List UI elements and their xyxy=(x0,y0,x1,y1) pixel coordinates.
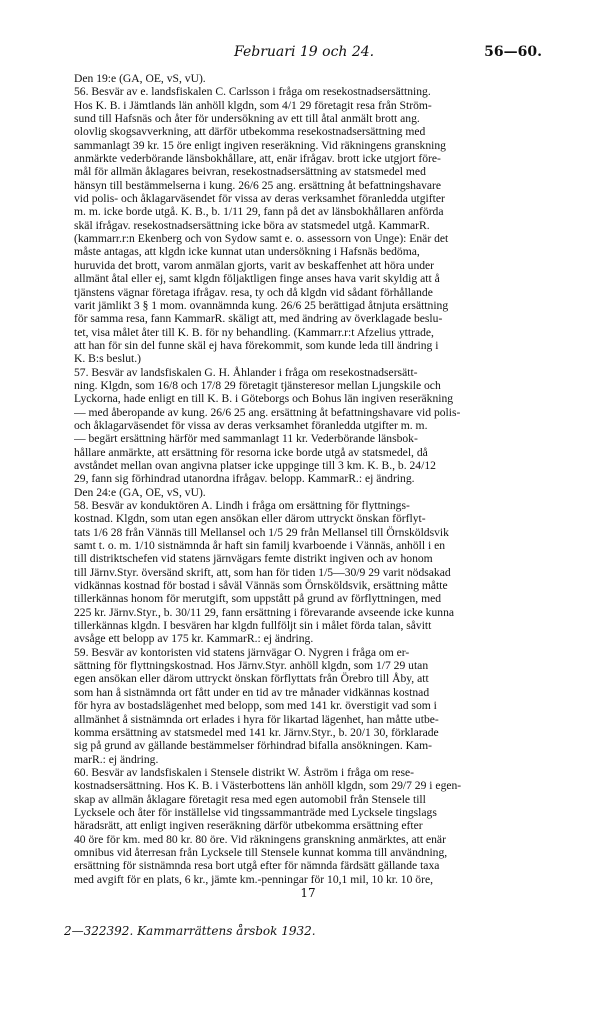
text-line: marR.: ej ändring. xyxy=(74,752,159,766)
text-line: sättning för flyttningskostnad. Hos Järnv.Styr. anhöll klgdn, som 1/7 29 utan xyxy=(74,659,429,673)
text-line: Lyckorna, hade enligt en till K. B. i Göteborgs och Bohus län ingiven reseräkning xyxy=(74,392,454,406)
text-line: skap av allmän åklagare företagit resa med egen automobil från Stensele till xyxy=(74,792,426,806)
text-line: häradsrätt, att enligt ingiven reseräkning därför utbekomma ersättning efter xyxy=(74,819,423,833)
text-line: anmärkte vederbörande länsbokhållare, att, enär ifrågav. brott icke utgjort före- xyxy=(74,152,441,166)
text-line: allmänt åtal eller ej, samt klgdn följaktligen finge anses hava varit skyldig att å xyxy=(74,272,440,286)
text-line: 29, fann sig förhindrad utanordna ifrågav. belopp. KammarR.: ej ändring. xyxy=(74,472,415,486)
text-line: hänsyn till bestämmelserna i kung. 26/6 25 ang. ersättning åt befattningshavare xyxy=(74,178,442,192)
text-line: för hyra av bostadslägenhet med belopp, som med 141 kr. överstigit vad som i xyxy=(74,699,437,713)
text-line: 225 kr. Järnv.Styr., b. 30/11 29, fann ersättning i förevarande avseende icke kunna xyxy=(74,605,455,619)
text-line: till distriktschefen vid statens järnvägars femte distrikt ingiven och av honom xyxy=(74,552,433,566)
text-line: tet, visa målet åter till K. B. för ny behandling. (Kammarr.r:t Afzelius yttrade, xyxy=(74,325,434,339)
text-line: tillerkännas honom för merutgift, som uppstått på grund av förflyttningen, med xyxy=(74,592,442,606)
text-line: för samma resa, fann KammarR. skäligt att, med ändring av överklagade beslu- xyxy=(74,312,443,326)
text-line: — med åberopande av kung. 26/6 25 ang. ersättning åt befattningshavare vid polis- xyxy=(74,405,461,419)
text-line: avsåge ett belopp av 175 kr. KammarR.: ej ändring. xyxy=(74,632,314,646)
text-line: och åklagarväsendet för vissa av deras verksamhet föranledda utgifter m. m. xyxy=(74,418,428,432)
running-title: Februari 19 och 24. xyxy=(234,44,375,60)
text-line: Lycksele och åter för inställelse vid tingssammanträde med Lycksele tingslags xyxy=(74,805,437,819)
text-line: vid polis- och åklagarväsendet för vissa av deras verksamhet föranledda utgifter xyxy=(74,192,445,206)
text-line: 58. Besvär av konduktören A. Lindh i fråga om ersättning för flyttnings- xyxy=(74,499,410,512)
body-text xyxy=(74,72,542,886)
text-line: tillerkännas klgdn. I besvären har klgdn fullföljt sin i målet förda talan, såvitt xyxy=(74,619,432,633)
text-line: (kammarr.r:n Ekenberg och von Sydow samt e. o. assessorn von Unge): Enär det xyxy=(74,232,449,246)
text-line: kostnadsersättning. Hos K. B. i Västerbottens län anhöll klgdn, som 29/7 29 i egen- xyxy=(74,779,462,793)
text-line: — begärt ersättning härför med sammanlagt 11 kr. Vederbörande länsbok- xyxy=(74,432,418,446)
text-line: m. m. icke borde utgå. K. B., b. 1/11 29, fann på det av länsbokhållaren anförda xyxy=(74,205,444,219)
text-line: allmänhet å sistnämnda ort erlades i hyra för likartad lägenhet, han måtte utbe- xyxy=(74,712,439,726)
text-line: 56. Besvär av e. landsfiskalen C. Carlsson i fråga om resekostnadsersättning. xyxy=(74,85,431,99)
text-line: tats 1/6 28 från Vännäs till Mellansel och 1/5 29 från Mellansel till Örnsköldsvik xyxy=(74,525,449,539)
text-line: sig på grund av gällande bestämmelser förhindrad bifalla ansökningen. Kam- xyxy=(74,739,433,753)
text-line: vidkännas kostnad för bostad i såväl Vännäs som Örnsköldsvik, ersättning måtte xyxy=(74,579,448,593)
text-line: huruvida det brott, varom anmälan gjorts, varit av beskaffenhet att höra under xyxy=(74,258,435,272)
text-line: samt t. o. m. 1/10 sistnämnda år haft sin familj kvarboende i Vännäs, anhöll i en xyxy=(74,539,446,553)
text-line: tjänstens vägnar företaga ifrågav. resa, ty och då klgdn vid sådant förhållande xyxy=(74,285,433,299)
text-line: 40 öre för km. med 80 kr. 80 öre. Vid räkningens granskning anmärktes, att enär xyxy=(74,832,446,846)
text-line: skäl ifrågav. resekostnadsersättning icke böra av statsmedel utgå. KammarR. xyxy=(74,218,430,232)
text-line: Den 19:e (GA, OE, vS, vU). xyxy=(74,72,206,85)
text-line: omnibus vid återresan från Lycksele till Stensele kunnat komma till användning, xyxy=(74,845,448,859)
text-line: mål för allmän åklagares beivran, resekostnadsersättning av statsmedel med xyxy=(74,165,426,179)
imprint-line: 2—322392. Kammarrättens årsbok 1932. xyxy=(64,924,316,938)
page-header xyxy=(74,44,542,64)
text-line: att han för sin del funne skäl ej hava förekommit, som kunde leda till ändring i xyxy=(74,338,439,352)
text-line: ersättning för sistnämnda resa bort utgå efter för nämnda färdsätt gällande taxa xyxy=(74,859,440,873)
text-line: K. B:s beslut.) xyxy=(74,352,141,366)
text-line: olovlig skogsavverkning, att därför utbekomma resekostnadsersättning med xyxy=(74,125,426,139)
text-line: egen ansökan eller därom uttryckt önskan förflyttats från Örebro till Åby, att xyxy=(74,672,429,686)
text-line: måste antagas, att klgdn icke kunnat utan undersökning i Hafsnäs bedöma, xyxy=(74,245,420,259)
text-line: med avgift för en plats, 6 kr., jämte km.-penningar för 10,1 mil, 10 kr. 10 öre, xyxy=(74,872,434,886)
page-number: 17 xyxy=(300,886,316,900)
text-line: Den 24:e (GA, OE, vS, vU). xyxy=(74,485,206,499)
text-line: hållare anmärkte, att ersättning för resorna icke borde utgå av statsmedel, då xyxy=(74,445,428,459)
text-line: avståndet mellan ovan angivna platser icke uppginge till 3 km. K. B., b. 24/12 xyxy=(74,458,436,472)
text-line: varit jämlikt 3 § 1 mom. ovannämnda kung. 26/6 25 berättigad åtnjuta ersättning xyxy=(74,298,449,312)
text-line: ning. Klgdn, som 16/8 och 17/8 29 företagit tjänsteresor mellan Ljungskile och xyxy=(74,378,441,392)
text-line: komma ersättning av statsmedel med 141 kr. Järnv.Styr., b. 20/1 30, förklarade xyxy=(74,725,439,739)
text-line: kostnad. Klgdn, som utan egen ansökan eller därom uttryckt önskan förflyt- xyxy=(74,512,426,526)
text-line: sammanlagt 39 kr. 15 öre enligt ingiven reseräkning. Vid räkningens granskning xyxy=(74,138,446,152)
text-line: 60. Besvär av landsfiskalen i Stensele distrikt W. Åström i fråga om rese- xyxy=(74,765,415,779)
text-line: 59. Besvär av kontoristen vid statens järnvägar O. Nygren i fråga om er- xyxy=(74,645,410,659)
text-line: till Järnv.Styr. översänd skrift, att, som han för tiden 1/5—30/9 29 varit nödsakad xyxy=(74,565,451,579)
page-range: 56—60. xyxy=(484,44,542,60)
text-line: som han å sistnämnda ort fått under en tid av tre månader vidkännas kostnad xyxy=(74,685,430,699)
text-line: Hos K. B. i Jämtlands län anhöll klgdn, som 4/1 29 företagit resa från Ström- xyxy=(74,98,432,112)
text-line: 57. Besvär av landsfiskalen G. H. Åhlander i fråga om resekostnadsersätt- xyxy=(74,365,418,379)
text-line: sund till Hafsnäs och åter för undersökning av ett till åtal anmält brott ang. xyxy=(74,112,420,126)
